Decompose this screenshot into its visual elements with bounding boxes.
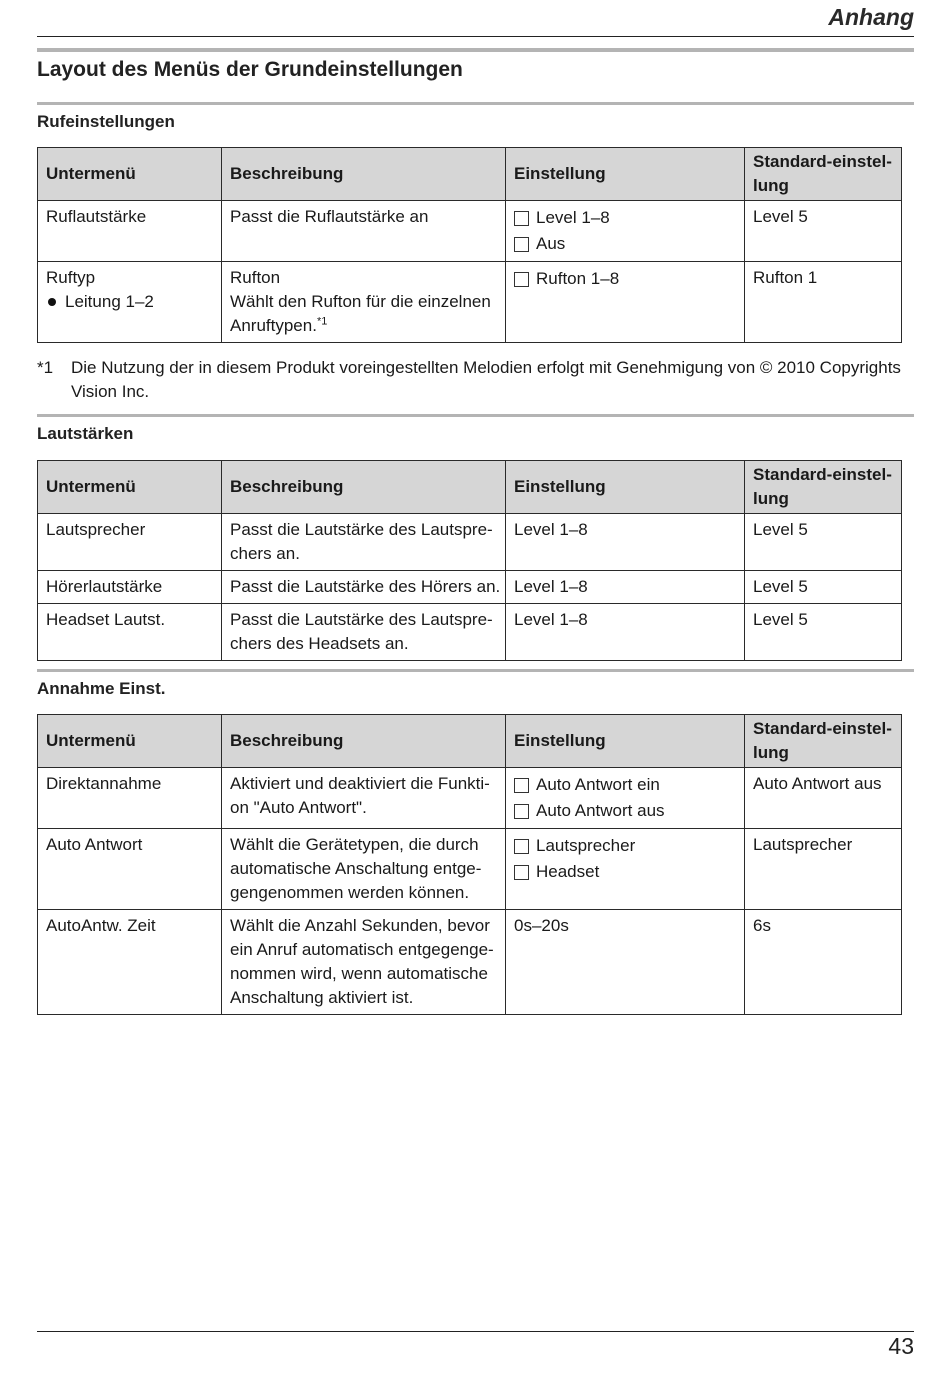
default-cell: Rufton 1 [745,262,902,343]
setting-cell [506,768,745,829]
setting-cell: Level 1–8 [506,514,745,571]
checkbox-icon [514,211,529,226]
footnote-reference: *1 [316,315,328,328]
bullet-icon [48,298,56,306]
default-cell: Level 5 [745,514,902,571]
chapter-heading: Anhang [828,4,914,30]
header-gray-rule [37,48,914,52]
table-row [38,604,902,661]
description-cell: Passt die Lautstärke des Lautspre-chers an. [222,514,506,571]
option-label: Lautsprecher [536,836,636,855]
description-heading: Rufton [230,268,281,287]
table-header-row [38,461,902,514]
submenu-cell: AutoAntw. Zeit [38,910,222,1015]
description-cell: Passt die Ruflautstärke an [222,201,506,262]
section-title-annahme: Annahme Einst. [37,679,166,698]
option-item [514,205,736,231]
checkbox-icon [514,237,529,252]
column-header-submenu: Untermenü [38,461,222,514]
section-divider [37,669,914,672]
checkbox-icon [514,839,529,854]
setting-cell [506,829,745,910]
default-cell: 6s [745,910,902,1015]
option-item [514,798,736,824]
table-row [38,514,902,571]
footnote-text: Die Nutzung der in diesem Produkt voreingestellten Melodien erfolgt mit Genehmigung von © 2010 Copyrights Vision Inc. [71,358,901,401]
option-label: Aus [536,234,566,253]
footnote [37,356,907,404]
checkbox-icon [514,865,529,880]
table-rufeinstellungen [37,147,902,343]
option-label: Rufton 1–8 [536,269,620,288]
table-row [38,768,902,829]
option-label: Auto Antwort aus [536,801,665,820]
table-row [38,910,902,1015]
column-header-default: Standard-einstel-lung [745,461,902,514]
footnote-mark: *1 [37,358,54,377]
submenu-label: Ruftyp [46,268,96,287]
description-cell: Wählt die Anzahl Sekunden, bevor ein Anruf automatisch entgegenge-nommen wird, wenn automatische Anschaltung aktiviert ist. [222,910,506,1015]
description-cell: Passt die Lautstärke des Lautspre-chers des Headsets an. [222,604,506,661]
option-label: Level 1–8 [536,208,610,227]
section-divider [37,102,914,105]
submenu-cell: Hörerlautstärke [38,571,222,604]
option-item [514,833,736,859]
setting-cell [506,201,745,262]
submenu-cell: Ruflautstärke [38,201,222,262]
page-number: 43 [888,1333,914,1359]
column-header-description: Beschreibung [222,148,506,201]
option-item [514,266,736,292]
table-row [38,571,902,604]
checkbox-icon [514,272,529,287]
section-title-lautstaerken: Lautstärken [37,424,134,443]
default-cell: Level 5 [745,604,902,661]
checkbox-icon [514,804,529,819]
submenu-cell: Lautsprecher [38,514,222,571]
description-text: Wählt den Rufton für die einzelnen Anruftypen.$^{*1}$ [230,292,491,335]
column-header-default: Standard-einstel-lung [745,148,902,201]
option-label: Headset [536,862,600,881]
submenu-cell: Auto Antwort [38,829,222,910]
setting-cell: Level 1–8 [506,604,745,661]
option-item [514,772,736,798]
column-header-setting: Einstellung [506,461,745,514]
column-header-setting: Einstellung [506,715,745,768]
page-title: Layout des Menüs der Grundeinstellungen [37,58,463,81]
setting-cell: 0s–20s [506,910,745,1015]
description-cell [222,262,506,343]
setting-cell [506,262,745,343]
default-cell: Auto Antwort aus [745,768,902,829]
submenu-sub-label: Leitung 1–2 [65,292,154,311]
table-annahme [37,714,902,1015]
section-divider [37,414,914,417]
submenu-cell: Direktannahme [38,768,222,829]
setting-cell: Level 1–8 [506,571,745,604]
column-header-default: Standard-einstel-lung [745,715,902,768]
submenu-sub-item [46,290,213,314]
description-cell: Passt die Lautstärke des Hörers an. [222,571,506,604]
column-header-description: Beschreibung [222,461,506,514]
checkbox-icon [514,778,529,793]
footer-rule [37,1331,914,1332]
table-header-row [38,148,902,201]
table-row [38,262,902,343]
submenu-cell: Headset Lautst. [38,604,222,661]
default-cell: Lautsprecher [745,829,902,910]
description-cell: Aktiviert und deaktiviert die Funkti-on "Auto Antwort". [222,768,506,829]
section-title-rufeinstellungen: Rufeinstellungen [37,112,175,131]
column-header-setting: Einstellung [506,148,745,201]
column-header-submenu: Untermenü [38,715,222,768]
table-header-row [38,715,902,768]
table-row [38,829,902,910]
column-header-submenu: Untermenü [38,148,222,201]
submenu-cell [38,262,222,343]
header-rule [37,36,914,37]
option-label: Auto Antwort ein [536,775,660,794]
default-cell: Level 5 [745,571,902,604]
default-cell: Level 5 [745,201,902,262]
option-item [514,231,736,257]
description-cell: Wählt die Gerätetypen, die durch automatische Anschaltung entge-gengenommen werden können. [222,829,506,910]
table-row [38,201,902,262]
column-header-description: Beschreibung [222,715,506,768]
option-item [514,859,736,885]
table-lautstaerken [37,460,902,661]
